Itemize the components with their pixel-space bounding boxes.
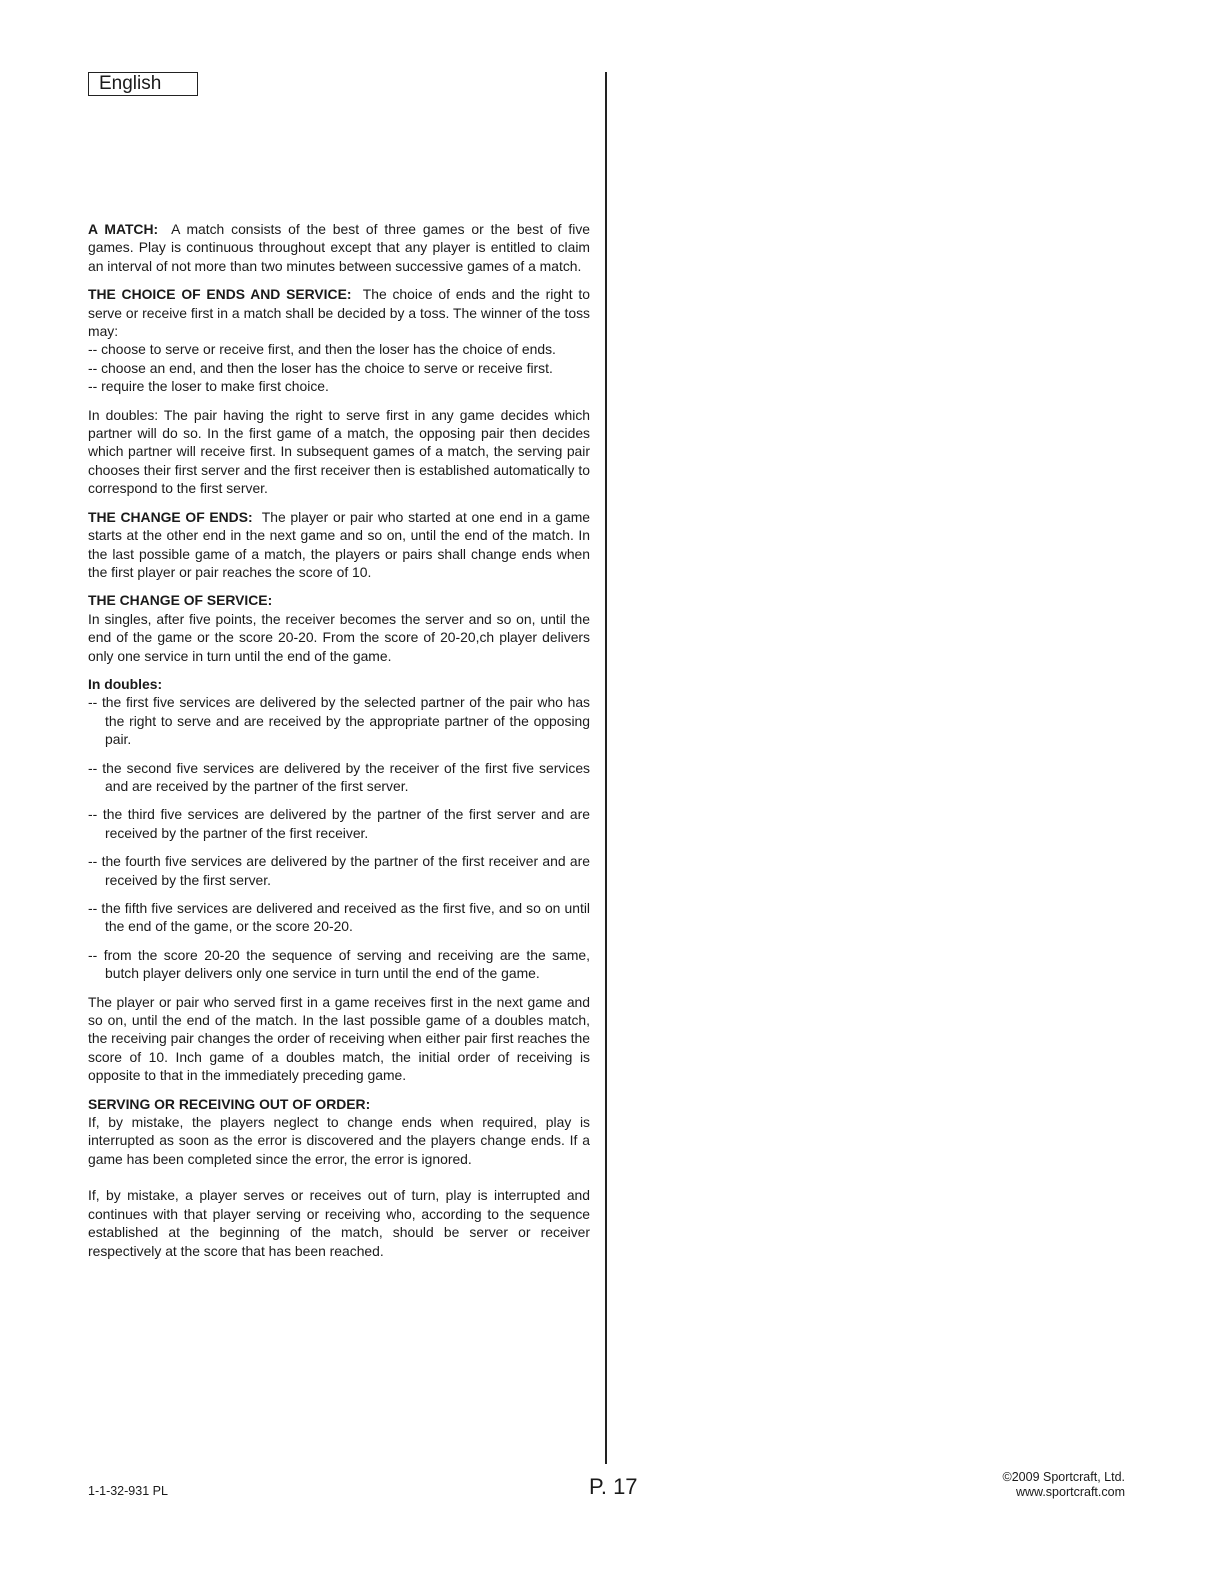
doubles-rule-item: -- the fourth five services are delivered by the partner of the first receiver and are received by the first server. — [88, 853, 590, 888]
page-number: P. 17 — [589, 1474, 638, 1499]
doubles-rule-item: -- the second five services are delivered by the receiver of the first five services and are received by the partner of the first server. — [88, 759, 590, 794]
choice-paragraph — [88, 285, 590, 340]
in-doubles-title: In doubles: — [88, 675, 163, 692]
change-service-text: In singles, after five points, the receiver becomes the server and so on, until the end of the game or the score 20-20. From the score of 20-20,ch player delivers only one service in turn until the end of the game. — [88, 610, 590, 664]
language-label: English — [88, 72, 198, 96]
document-code: 1-1-32-931 PL — [88, 1484, 168, 1498]
footer-copyright-block — [1003, 1470, 1125, 1500]
change-service-title: THE CHANGE OF SERVICE: — [88, 592, 273, 609]
out-of-order-text-2: If, by mistake, a player serves or receives out of turn, play is interrupted and continues with that player serving or receiving who, according to the sequence established at the beginning of the match, should be server or receiver respectively at the score that has been reached. — [88, 1187, 590, 1259]
match-paragraph — [88, 220, 590, 275]
doubles-rule-item: -- the fifth five services are delivered and received as the first five, and so on until the end of the game, or the score 20-20. — [88, 900, 590, 935]
out-of-order-title: SERVING OR RECEIVING OUT OF ORDER: — [88, 1095, 371, 1112]
change-ends-text: The player or pair who started at one end in a game starts at the other end in the next game and so on, until the end of the match. In the last possible game of a match, the players or pairs shall change ends when the first player or pair reaches the score of 10. — [88, 508, 591, 580]
doubles-rule-item: -- the first five services are delivered by the selected partner of the pair who has the right to serve and are received by the appropriate partner of the opposing pair. — [88, 694, 590, 748]
choice-option: -- choose to serve or receive first, and then the loser has the choice of ends. — [88, 341, 556, 358]
change-ends-title: THE CHANGE OF ENDS: — [88, 508, 253, 525]
out-of-order-text-1: If, by mistake, the players neglect to change ends when required, play is interrupted as soon as the error is discovered and the players change ends. If a game has been completed since the error, the error is ignored. — [88, 1114, 590, 1167]
match-title: A MATCH: — [88, 221, 159, 237]
doubles-rule-item: -- from the score 20-20 the sequence of serving and receiving are the same, butch player delivers only one service in turn until the end of the game. — [88, 946, 590, 982]
change-ends-paragraph — [88, 508, 590, 582]
doubles-rule-item: -- the third five services are delivered by the partner of the first server and are received by the partner of the first receiver. — [88, 806, 590, 841]
rules-column — [88, 220, 590, 1270]
doubles-intro-paragraph: In doubles: The pair having the right to serve first in any game decides which partner will do so. In the first game of a match, the opposing pair then decides which partner will receive first. In subsequent games of a match, the serving pair chooses their first server and the first receiver then is established automatically to correspond to the first server. — [88, 406, 590, 497]
column-divider — [605, 72, 607, 1464]
choice-title: THE CHOICE OF ENDS AND SERVICE: — [88, 286, 352, 303]
spacer — [88, 1168, 590, 1186]
match-text: A match consists of the best of three games or the best of five games. Play is continuous throughout except that any player is entitled to claim an interval of not more than two minutes between successive games of a match. — [88, 221, 590, 274]
choice-text: The choice of ends and the right to serve or receive first in a match shall be decided by a toss. The winner of the toss may: — [88, 286, 591, 340]
doubles-closing-paragraph: The player or pair who served first in a game receives first in the next game and so on, until the end of the match. In the last possible game of a doubles match, the receiving pair changes the order of receiving when either pair first reaches the score of 10. Inch game of a doubles match, the initial order of receiving is opposite to that in the immediately preceding game. — [88, 993, 590, 1084]
website: www.sportcraft.com — [1015, 1485, 1125, 1499]
copyright: ©2009 Sportcraft, Ltd. — [1002, 1470, 1125, 1484]
choice-option: -- require the loser to make first choice. — [88, 378, 329, 395]
choice-option: -- choose an end, and then the loser has the choice to serve or receive first. — [88, 359, 553, 376]
